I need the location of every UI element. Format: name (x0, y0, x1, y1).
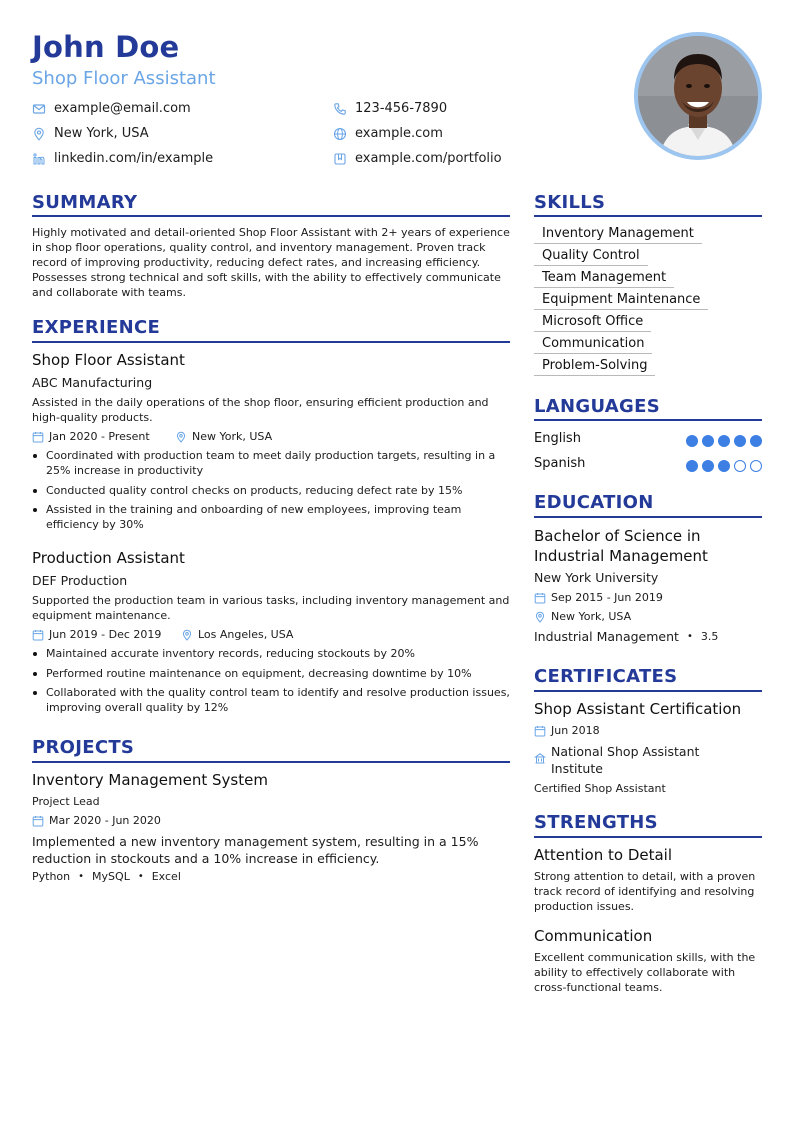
bookmark-icon (333, 152, 347, 166)
skill-tag: Communication (534, 336, 652, 354)
building-icon (534, 752, 546, 764)
job-role: Shop Floor Assistant (32, 351, 185, 369)
strength-description: Excellent communication skills, with the ability to effectively collaborate with cross-functional teams. (534, 951, 756, 994)
globe-icon (333, 127, 347, 141)
profile-photo (634, 32, 762, 160)
education-dates-text: Sep 2015 - Jun 2019 (551, 591, 663, 604)
website-text: example.com (355, 126, 443, 141)
education-gpa: 3.5 (700, 630, 719, 643)
skill-tag: Microsoft Office (534, 314, 651, 332)
calendar-icon (32, 629, 44, 641)
certificate-issuer (534, 743, 751, 777)
calendar-icon (534, 592, 546, 604)
education-degree: Bachelor of Science in Industrial Management (534, 527, 708, 565)
envelope-icon (32, 102, 46, 116)
rating-dot-filled (734, 435, 746, 447)
job-company: DEF Production (32, 573, 128, 588)
languages-divider (534, 419, 762, 421)
certificate-name: Shop Assistant Certification (534, 700, 742, 718)
portfolio-text: example.com/portfolio (355, 151, 502, 166)
linkedin-text: linkedin.com/in/example (54, 151, 214, 166)
job-dates (32, 430, 150, 443)
phone-icon (333, 102, 347, 116)
rating-dot-empty (734, 460, 746, 472)
contact-email[interactable] (32, 101, 191, 116)
language-rating (686, 435, 762, 447)
strengths-divider (534, 836, 762, 838)
skill-tag: Problem-Solving (534, 358, 655, 376)
candidate-title: Shop Floor Assistant (32, 68, 216, 89)
contact-portfolio[interactable] (333, 151, 502, 166)
contact-location (32, 126, 149, 141)
map-pin-icon (175, 431, 187, 443)
avatar (638, 36, 758, 156)
job-location-text: New York, USA (192, 430, 273, 443)
education-dates (534, 591, 663, 604)
rating-dot-filled (686, 460, 698, 472)
projects-heading: PROJECTS (32, 737, 135, 758)
certificates-heading: CERTIFICATES (534, 666, 678, 687)
skill-tag: Equipment Maintenance (534, 292, 708, 310)
project-tags: Python • MySQL • Excel (32, 870, 181, 883)
job-location (175, 430, 272, 443)
job-location (181, 628, 293, 641)
list-item: Collaborated with the quality control team to identify and resolve production issues, improving overall quality by 12% (32, 685, 510, 715)
job-dates (32, 628, 161, 641)
job-dates-text: Jun 2019 - Dec 2019 (49, 628, 162, 641)
experience-heading: EXPERIENCE (32, 317, 161, 338)
education-location-text: New York, USA (551, 610, 632, 623)
job-company: ABC Manufacturing (32, 375, 153, 390)
project-tag: Python (32, 870, 71, 883)
project-dates (32, 814, 161, 827)
certificate-description: Certified Shop Assistant (534, 782, 666, 795)
contact-website[interactable] (333, 126, 443, 141)
job-description: Supported the production team in various tasks, including inventory management and equipment maintenance. (32, 594, 510, 622)
job-location-text: Los Angeles, USA (198, 628, 294, 641)
calendar-icon (534, 725, 546, 737)
list-item: Coordinated with production team to meet daily production targets, resulting in a 25% increase in productivity (32, 448, 510, 478)
skill-tag: Quality Control (534, 248, 648, 266)
job-achievements (32, 646, 510, 720)
project-role: Project Lead (32, 795, 100, 808)
rating-dot-filled (718, 435, 730, 447)
contact-linkedin[interactable] (32, 151, 213, 166)
job-dates-text: Jan 2020 - Present (49, 430, 150, 443)
skill-tag: Team Management (534, 270, 674, 288)
strength-name: Attention to Detail (534, 846, 673, 864)
education-location (534, 610, 631, 623)
project-tag: MySQL (92, 870, 130, 883)
summary-text: Highly motivated and detail-oriented Shop Floor Assistant with 2+ years of experience in shop floor operations, quality control, and inventory management. Proven track record of improving productivity, reducing defect rates, and increasing efficiency. Possesses strong technical and soft skills, with the ability to effectively communicate and collaborate with teams. (32, 226, 510, 299)
certificate-date-text: Jun 2018 (551, 724, 600, 737)
education-field: Industrial Management (534, 629, 679, 644)
education-divider (534, 516, 762, 518)
education-heading: EDUCATION (534, 492, 654, 513)
list-item: Conducted quality control checks on products, reducing defect rate by 15% (32, 483, 510, 498)
rating-dot-empty (750, 460, 762, 472)
strength-description: Strong attention to detail, with a proven track record of identifying and resolving production issues. (534, 870, 756, 913)
map-pin-icon (534, 611, 546, 623)
experience-divider (32, 341, 510, 343)
job-description: Assisted in the daily operations of the shop floor, ensuring efficient production and high-quality products. (32, 396, 489, 424)
map-pin-icon (181, 629, 193, 641)
project-description: Implemented a new inventory management system, resulting in a 15% reduction in stockouts and a 10% increase in efficiency. (32, 834, 479, 866)
list-item: Maintained accurate inventory records, reducing stockouts by 20% (32, 646, 510, 661)
rating-dot-filled (702, 435, 714, 447)
summary-divider (32, 215, 510, 217)
language-name: English (534, 431, 581, 446)
list-item: Assisted in the training and onboarding of new employees, improving team efficiency by 30% (32, 502, 510, 532)
rating-dot-filled (750, 435, 762, 447)
rating-dot-filled (686, 435, 698, 447)
phone-text: 123-456-7890 (355, 101, 448, 116)
list-item: Performed routine maintenance on equipment, decreasing downtime by 10% (32, 666, 510, 681)
education-school: New York University (534, 570, 659, 585)
rating-dot-filled (702, 460, 714, 472)
job-achievements (32, 448, 510, 537)
skill-tag: Inventory Management (534, 226, 702, 244)
linkedin-icon (32, 152, 46, 166)
skills-heading: SKILLS (534, 192, 606, 213)
project-tag: Excel (151, 870, 181, 883)
projects-divider (32, 761, 510, 763)
strength-name: Communication (534, 927, 653, 945)
candidate-name: John Doe (32, 30, 180, 64)
skills-divider (534, 215, 762, 217)
rating-dot-filled (718, 460, 730, 472)
contact-phone[interactable] (333, 101, 447, 116)
summary-heading: SUMMARY (32, 192, 138, 213)
project-dates-text: Mar 2020 - Jun 2020 (49, 814, 161, 827)
map-pin-icon (32, 127, 46, 141)
languages-heading: LANGUAGES (534, 396, 660, 417)
certificate-date (534, 724, 600, 737)
calendar-icon (32, 431, 44, 443)
certificate-issuer-text: National Shop Assistant Institute (551, 744, 700, 776)
email-text: example@email.com (54, 101, 191, 116)
strengths-heading: STRENGTHS (534, 812, 658, 833)
project-name: Inventory Management System (32, 771, 268, 789)
location-text: New York, USA (54, 126, 149, 141)
certificates-divider (534, 690, 762, 692)
job-role: Production Assistant (32, 549, 185, 567)
calendar-icon (32, 815, 44, 827)
language-name: Spanish (534, 456, 586, 471)
language-rating (686, 460, 762, 472)
education-field-gpa: Industrial Management • 3.5 (534, 629, 719, 644)
